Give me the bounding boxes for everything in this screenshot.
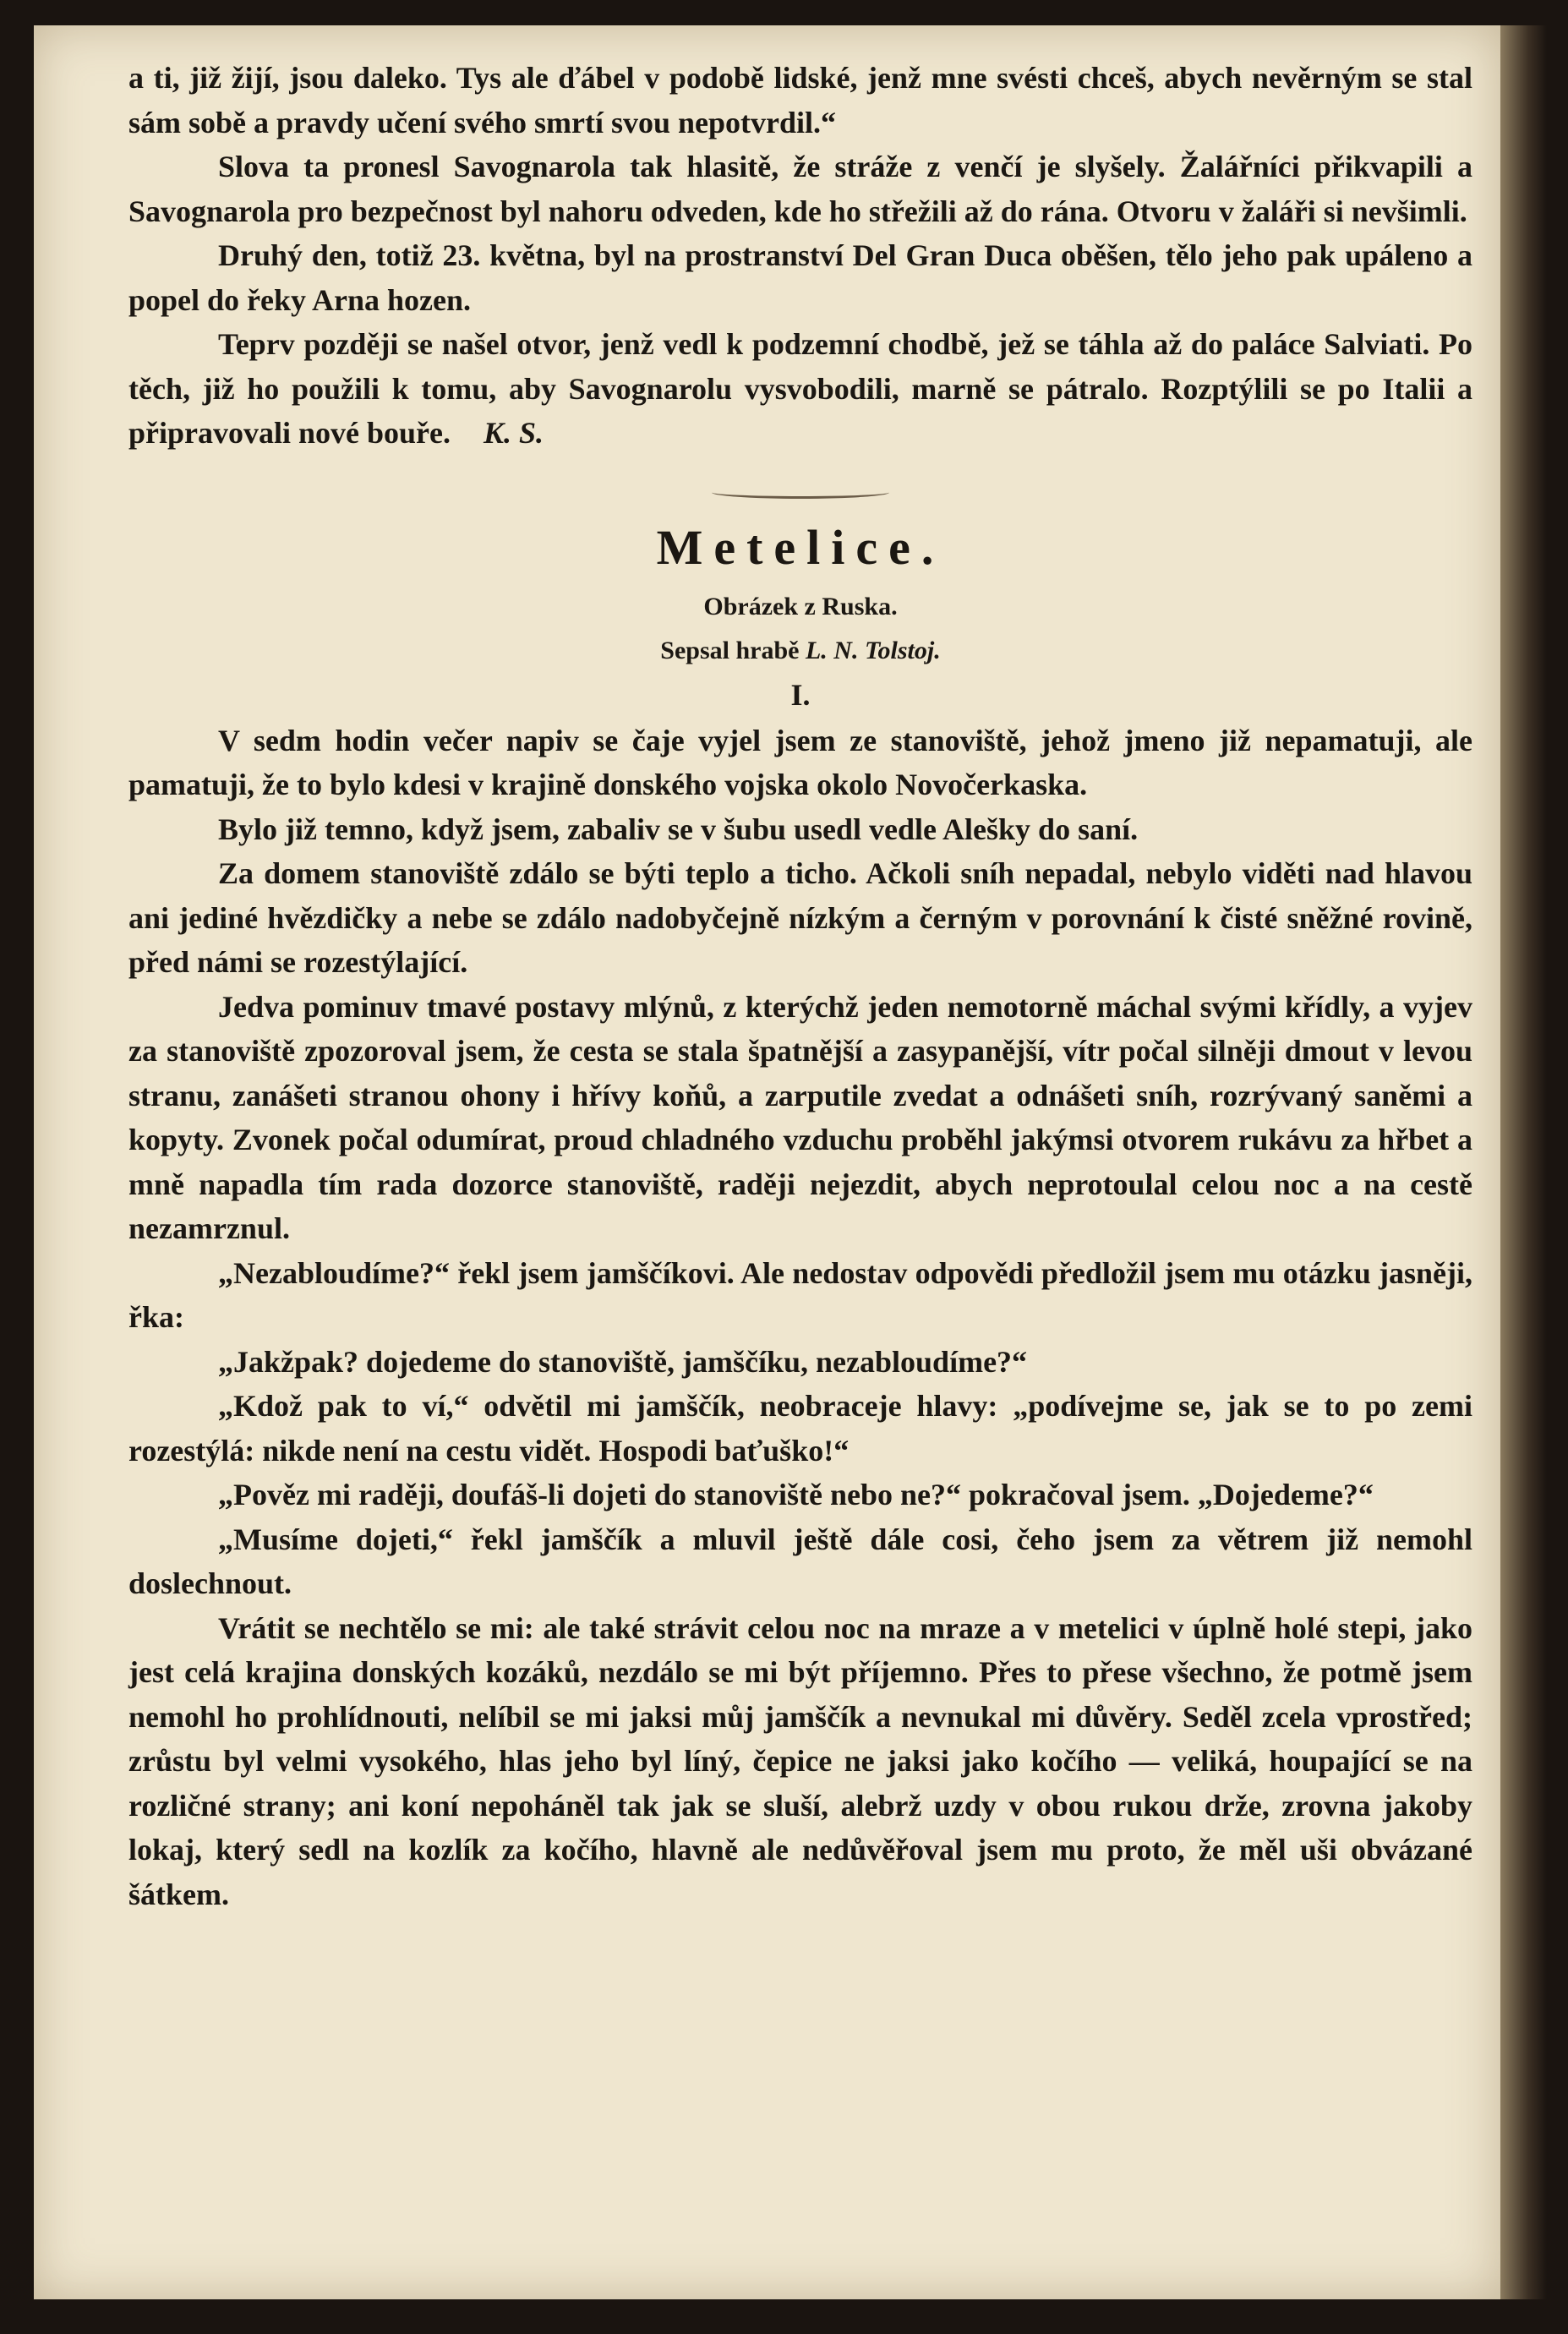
paragraph: „Kdož pak to ví,“ odvětil mi jamščík, neobraceje hlavy: „podívejme se, jak se to po zemi rozestýlá: nikde není na cestu vidět. Hospodi baťuško!“ (128, 1389, 1472, 1468)
page-text (128, 56, 1472, 1916)
paragraph-text: Teprv později se našel otvor, jenž vedl k podzemní chodbě, jež se táhla až do paláce Salviati. Po těch, již ho použili k tomu, aby Savognarolu vysvobodili, marně se pátralo. Rozptýlili se po Italii a připravovali nové bouře. (128, 327, 1472, 450)
paragraph: Za domem stanoviště zdálo se býti teplo a ticho. Ačkoli sníh nepadal, nebylo viděti nad hlavou ani jediné hvězdičky a nebe se zdálo nadobyčejně nízkým a černým v porovnání k čisté sněžné rovině, před námi se rozestýlající. (128, 856, 1472, 979)
paragraph: „Musíme dojeti,“ řekl jamščík a mluvil ještě dále cosi, čeho jsem za větrem již nemohl doslechnout. (128, 1522, 1472, 1600)
story-author (128, 629, 1472, 673)
paragraph: Druhý den, totiž 23. května, byl na prostranství Del Gran Duca oběšen, tělo jeho pak upáleno a popel do řeky Arna hozen. (128, 238, 1472, 317)
paragraph: „Pověz mi raději, doufáš-li dojeti do stanoviště nebo ne?“ pokračoval jsem. „Dojedeme?“ (218, 1478, 1374, 1511)
chapter-number: I. (790, 677, 811, 712)
paragraph: Jedva pominuv tmavé postavy mlýnů, z kterýchž jeden nemotorně máchal svými křídly, a vyjev za stanoviště zpozoroval jsem, že cesta se stala špatnější a zasypanější, vítr počal silněji dmout v levou stranu, zanášeti stranou ohony i hřívy koňů, a zarputile zvedat a odnášeti sníh, rozrývaný saněmi a kopyty. Zvonek počal odumírat, proud chladného vzduchu proběhl jakýmsi otvorem rukávu za hřbet a mně napadla tím rada dozorce stanoviště, raději nejezdit, abych neprotoulal celou noc a na cestě nezamrznul. (128, 989, 1472, 1245)
paragraph: a ti, již žijí, jsou daleko. Tys ale ďábel v podobě lidské, jenž mne svésti chceš, abych nevěrným se stal sám sobě a pravdy učení svého smrtí svou nepotvrdil.“ (128, 61, 1472, 139)
paragraph: V sedm hodin večer napiv se čaje vyjel jsem ze stanoviště, jehož jmeno již nepamatuji, ale pamatuji, že to bylo kdesi v krajině donského vojska okolo Novočerkaska. (128, 723, 1472, 801)
paragraph: Bylo již temno, když jsem, zabaliv se v šubu usedl vedle Alešky do saní. (218, 812, 1139, 846)
story-title: Metelice. (656, 519, 945, 575)
paragraph: „Jakžpak? dojedeme do stanoviště, jamščíku, nezabloudíme?“ (218, 1344, 1028, 1379)
section-divider (712, 486, 889, 499)
paragraph: „Nezabloudíme?“ řekl jsem jamščíkovi. Ale nedostav odpovědi předložil jsem mu otázku jasněji, řka: (128, 1255, 1472, 1334)
paragraph: Slova ta pronesl Savognarola tak hlasitě, že stráže z venčí je slyšely. Žalářníci přikvapili a Savognarola pro bezpečnost byl nahoru odveden, kde ho střežili až do rána. Otvoru v žaláři si nevšimli. (128, 150, 1472, 228)
paragraph: Vrátit se nechtělo se mi: ale také strávit celou noc na mraze a v metelici v úplně holé stepi, jako jest celá krajina donských kozáků, nezdálo se mi být příjemno. Přes to přese všechno, že potmě jsem nemohl ho prohlídnouti, nelíbil se mi jaksi můj jamščík a nevnukal mi důvěry. Seděl zcela vprostřed; zrůstu byl velmi vysokého, hlas jeho byl líný, čepice ne jaksi jako kočího — veliká, houpající se na rozličné strany; ani koní nepoháněl tak jak se sluší, alebrž uzdy v obou rukou drže, zrovna jakoby lokaj, který sedl na kozlík za kočího, hlavně ale nedůvěřoval jsem mu proto, že měl uši obvázané šátkem. (128, 1610, 1472, 1911)
author-signature: K. S. (484, 416, 544, 450)
book-edge (1500, 25, 1547, 2299)
author-prefix: Sepsal hrabě (660, 636, 800, 664)
paragraph-with-signature (128, 322, 1472, 456)
author-name: L. N. Tolstoj. (805, 636, 941, 664)
story-subtitle: Obrázek z Ruska. (703, 592, 898, 620)
